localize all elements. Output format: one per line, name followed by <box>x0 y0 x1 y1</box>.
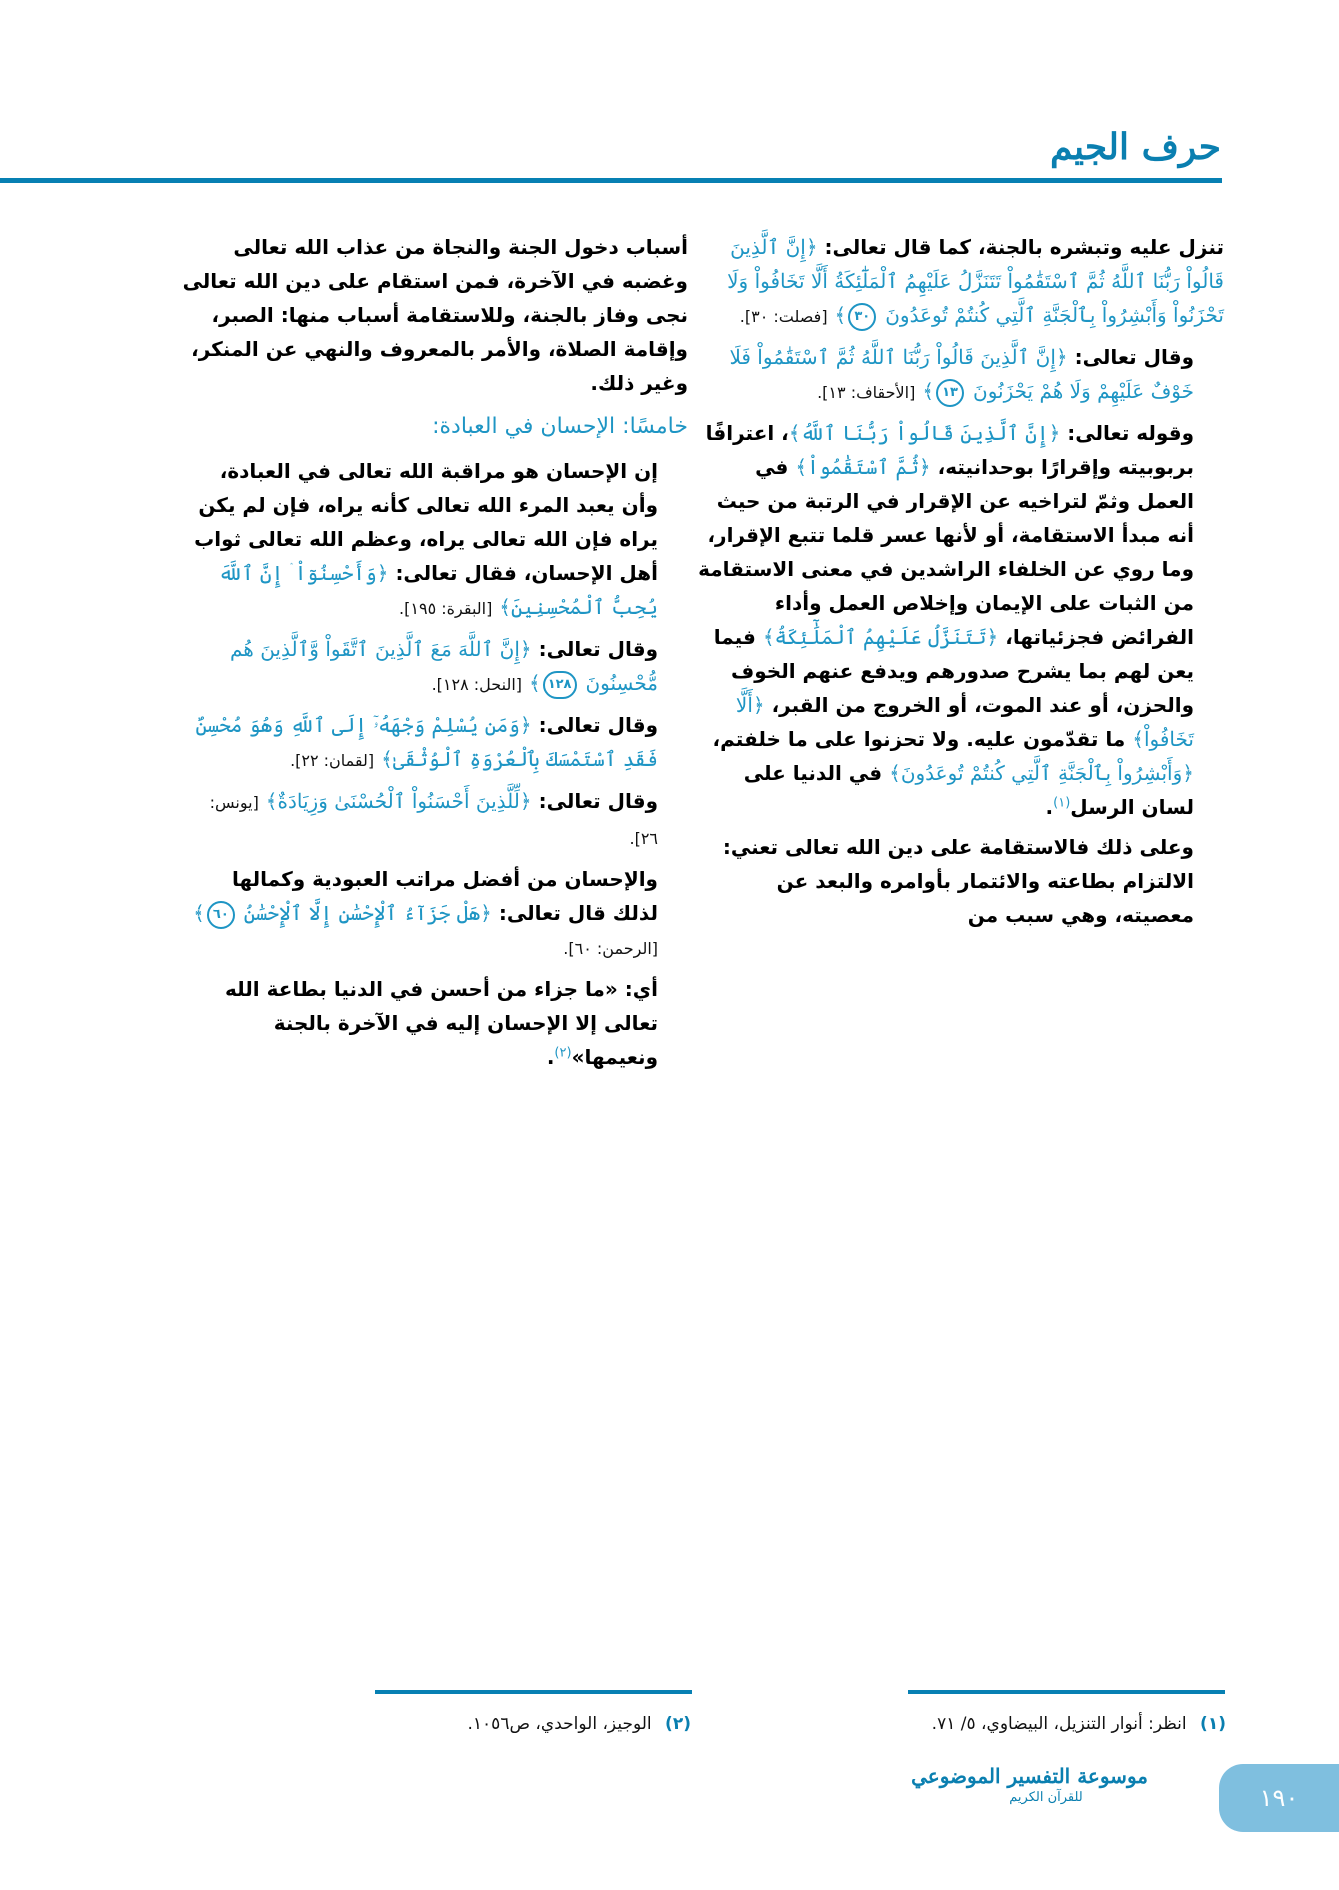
paragraph <box>180 784 688 856</box>
verse-reference: [الأحقاف: ١٣]. <box>817 383 916 402</box>
chapter-title: حرف الجيم <box>1050 126 1221 168</box>
ayah-number-badge: ٦٠ <box>207 901 235 929</box>
quran-open-bracket-icon: ﴿ <box>1055 345 1068 369</box>
footnote-marker[interactable]: (١) <box>1053 795 1071 811</box>
quran-open-bracket-icon: ﴿ <box>805 235 818 259</box>
body-text: تنزل عليه وتبشره بالجنة، كما قال تعالى: <box>824 235 1224 259</box>
page-number: ١٩٠ <box>1219 1764 1339 1832</box>
quran-open-bracket-icon: ﴿ <box>376 561 389 585</box>
quran-verse: وَأَحْسِنُوٓاْ ۛ إِنَّ ٱللَّهَ يُحِبُّ ٱلْمُحْسِنِينَ <box>218 561 658 619</box>
paragraph <box>180 862 688 966</box>
paragraph <box>692 340 1224 410</box>
footnote-number: (٢) <box>665 1714 691 1734</box>
quran-close-bracket-icon: ﴾ <box>381 747 393 771</box>
body-text: وقال تعالى: <box>538 637 658 661</box>
header-divider <box>0 178 1222 183</box>
logo-subtitle: للقرآن الكريم <box>1009 1790 1083 1805</box>
quran-close-bracket-icon: ﴾ <box>889 761 901 785</box>
quran-close-bracket-icon: ﴾ <box>193 901 205 925</box>
quran-close-bracket-icon: ﴾ <box>922 379 935 403</box>
body-text: إن الإحسان هو مراقبة الله تعالى في العبادة، وأن يعبد المرء الله تعالى كأنه يراه، فإن لم يكن يراه فإن الله تعالى يراه، وعظم الله تعالى ثواب أهل الإحسان، فقال تعالى: <box>194 459 658 585</box>
quran-verse: لِّلَّذِينَ أَحْسَنُواْ ٱلْحُسْنَىٰ وَزِيَادَةٌ <box>277 789 520 813</box>
right-column <box>692 230 1224 938</box>
body-text: وقال تعالى: <box>538 713 658 737</box>
body-text: أسباب دخول الجنة والنجاة من عذاب الله تعالى وغضبه في الآخرة، فمن استقام على دين الله تعالى نجى وفاز بالجنة، وللاستقامة أسباب منها: الصبر، وإقامة الصلاة، والأمر بالمعروف والنهي عن المنكر، وغير ذلك. <box>182 235 688 395</box>
verse-reference: [لقمان: ٢٢]. <box>290 751 375 770</box>
body-text: والإحسان من أفضل مراتب العبودية وكمالها لذلك قال تعالى: <box>231 867 658 925</box>
quran-close-bracket-icon: ﴾ <box>795 455 808 479</box>
paragraph <box>692 230 1224 334</box>
quran-open-bracket-icon: ﴿ <box>519 713 532 737</box>
verse-reference: [البقرة: ١٩٥]. <box>399 599 493 618</box>
left-column <box>180 230 688 1080</box>
verse-reference: [الرحمن: ٦٠]. <box>563 939 658 958</box>
quran-verse: إِنَّ ٱلَّذِينَ قَالُواْ رَبُّنَا ٱللَّهُ ثُمَّ ٱسْتَقَٰمُواْ تَتَنَزَّلُ عَلَيْهِمُ ٱلْمَلَٰٓئِكَةُ أَلَّا تَخَافُواْ وَلَا تَحْزَنُواْ وَأَبْشِرُواْ بِٱلْجَنَّةِ ٱلَّتِي كُنتُمْ تُوعَدُونَ <box>727 235 1224 327</box>
verse-reference: [النحل: ١٢٨]. <box>431 675 522 694</box>
quran-close-bracket-icon: ﴾ <box>499 595 512 619</box>
quran-close-bracket-icon: ﴾ <box>762 625 775 649</box>
body-text: أي: «ما جزاء من أحسن في الدنيا بطاعة الله تعالى إلا الإحسان إليه في الآخرة بالجنة ونعيمها» <box>224 977 658 1069</box>
quran-close-bracket-icon: ﴾ <box>528 671 541 695</box>
quran-verse: هَلْ جَزَآءُ ٱلْإِحْسَٰنِ إِلَّا ٱلْإِحْسَٰنُ <box>243 901 481 925</box>
body-text: وقوله تعالى: <box>1067 421 1194 445</box>
paragraph <box>180 632 688 702</box>
paragraph <box>692 830 1224 932</box>
quran-open-bracket-icon: ﴿ <box>986 625 999 649</box>
footnote <box>468 1712 691 1736</box>
ayah-number-badge: ١٣ <box>936 379 964 407</box>
quran-close-bracket-icon: ﴾ <box>265 789 278 813</box>
body-text: وقال تعالى: <box>538 789 658 813</box>
verse-reference: [يونس: ٢٦]. <box>209 793 658 848</box>
logo-title: موسوعة التفسير الموضوعي <box>911 1764 1148 1788</box>
quran-close-bracket-icon: ﴾ <box>834 303 847 327</box>
paragraph: وقوله تعالى: ﴿إِنَّ ٱلَّذِينَ قَالُواْ رَبُّنَا ٱللَّهُ﴾، اعترافًا بربوبيته وإقرارًا بوحدانيته، ﴿ثُمَّ ٱسْتَقَٰمُواْ﴾ في العمل وثمّ لتراخيه عن الإقرار في الرتبة من حيث أنه مبدأ الاستقامة، أو لأنها عسر قلما تتبع الإقرار، وما روي عن الخلفاء الراشدين في معنى الاستقامة من الثبات على الإيمان وإخلاص العمل وأداء الفرائض فجزئياتها، ﴿تَتَنَزَّلُ عَلَيْهِمُ ٱلْمَلَٰٓئِكَةُ﴾ فيما يعن لهم بما يشرح صدورهم ويدفع عنهم الخوف والحزن، أو عند الموت، أو الخروج من القبر، ﴿أَلَّا تَخَافُواْ﴾ ما تقدّمون عليه. ولا تحزنوا على ما خلفتم، ﴿وَأَبْشِرُواْ بِٱلْجَنَّةِ ٱلَّتِي كُنتُمْ تُوعَدُونَ﴾ في الدنيا على لسان الرسل$^{(١)}$. <box>698 421 1194 819</box>
body-text: فيما يعن لهم بما يشرح صدورهم ويدفع عنهم الخوف والحزن، أو عند الموت، أو الخروج من القبر، <box>713 625 1194 717</box>
quran-verse: وَأَبْشِرُواْ بِٱلْجَنَّةِ ٱلَّتِي كُنتُمْ تُوعَدُونَ <box>900 761 1183 785</box>
encyclopedia-logo <box>911 1762 1148 1806</box>
footnote <box>932 1712 1226 1736</box>
body-text: في العمل وثمّ لتراخيه عن الإقرار في الرتبة من حيث أنه مبدأ الاستقامة، أو لأنها عسر قلما تتبع الإقرار، وما روي عن الخلفاء الراشدين في معنى الاستقامة من الثبات على الإيمان وإخلاص العمل وأداء الفرائض فجزئياتها، <box>698 455 1194 649</box>
quran-verse: أَلَّا تَخَافُواْ <box>735 693 1194 751</box>
paragraph <box>180 454 688 626</box>
footnote-separator <box>908 1690 1225 1694</box>
footnote-text: الوجيز، الواحدي، ص١٠٥٦. <box>467 1714 652 1734</box>
body-text: ، اعترافًا بربوبيته وإقرارًا بوحدانيته، <box>705 421 1194 479</box>
footnote-marker[interactable]: (٢) <box>554 1045 572 1061</box>
paragraph <box>180 708 688 778</box>
quran-verse: إِنَّ ٱلَّذِينَ قَالُواْ رَبُّنَا ٱللَّهُ ثُمَّ ٱسْتَقَٰمُواْ فَلَا خَوْفٌ عَلَيْهِمْ وَلَا هُمْ يَحْزَنُونَ <box>729 345 1194 403</box>
ayah-number-badge: ١٢٨ <box>543 671 577 699</box>
quran-verse: وَمَن يُسْلِمْ وَجْهَهُۥٓ إِلَى ٱللَّهِ وَهُوَ مُحْسِنٌ فَقَدِ ٱسْتَمْسَكَ بِٱلْعُرْوَةِ ٱلْوُثْقَىٰ <box>195 713 658 771</box>
quran-close-bracket-icon: ﴾ <box>788 421 801 445</box>
ayah-number-badge: ٣٠ <box>848 303 876 331</box>
quran-verse: تَتَنَزَّلُ عَلَيْهِمُ ٱلْمَلَٰٓئِكَةُ <box>774 625 987 649</box>
verse-reference: [فصلت: ٣٠]. <box>739 307 828 326</box>
footnote-number: (١) <box>1200 1714 1226 1734</box>
body-text: وقال تعالى: <box>1074 345 1194 369</box>
quran-verse: إِنَّ ٱلَّذِينَ قَالُواْ رَبُّنَا ٱللَّهُ <box>800 421 1049 445</box>
paragraph: أي: «ما جزاء من أحسن في الدنيا بطاعة الله تعالى إلا الإحسان إليه في الآخرة بالجنة ونعيمها»$^{(٢)}$. <box>224 977 658 1069</box>
quran-open-bracket-icon: ﴿ <box>752 693 765 717</box>
paragraph <box>180 230 688 400</box>
body-text: ما تقدّمون عليه. ولا تحزنوا على ما خلفتم، <box>712 727 1126 751</box>
quran-open-bracket-icon: ﴿ <box>918 455 931 479</box>
quran-open-bracket-icon: ﴿ <box>1182 761 1194 785</box>
quran-open-bracket-icon: ﴿ <box>519 789 532 813</box>
quran-verse: ثُمَّ ٱسْتَقَٰمُواْ <box>807 455 919 479</box>
body-text: في الدنيا على لسان الرسل <box>743 761 1194 819</box>
quran-verse: إِنَّ ٱللَّهَ مَعَ ٱلَّذِينَ ٱتَّقَواْ وَّٱلَّذِينَ هُم مُّحْسِنُونَ <box>229 637 658 695</box>
quran-close-bracket-icon: ﴾ <box>1132 727 1144 751</box>
quran-open-bracket-icon: ﴿ <box>480 901 492 925</box>
footnote-separator <box>375 1690 692 1694</box>
section-heading: خامسًا: الإحسان في العبادة: <box>432 414 688 439</box>
body-text: وعلى ذلك فالاستقامة على دين الله تعالى تعني: الالتزام بطاعته والائتمار بأوامره والبعد عن معصيته، وهي سبب من <box>722 835 1194 927</box>
footnote-text: انظر: أنوار التنزيل، البيضاوي، ٥/ ٧١. <box>931 1714 1187 1734</box>
quran-open-bracket-icon: ﴿ <box>519 637 532 661</box>
quran-open-bracket-icon: ﴿ <box>1048 421 1061 445</box>
